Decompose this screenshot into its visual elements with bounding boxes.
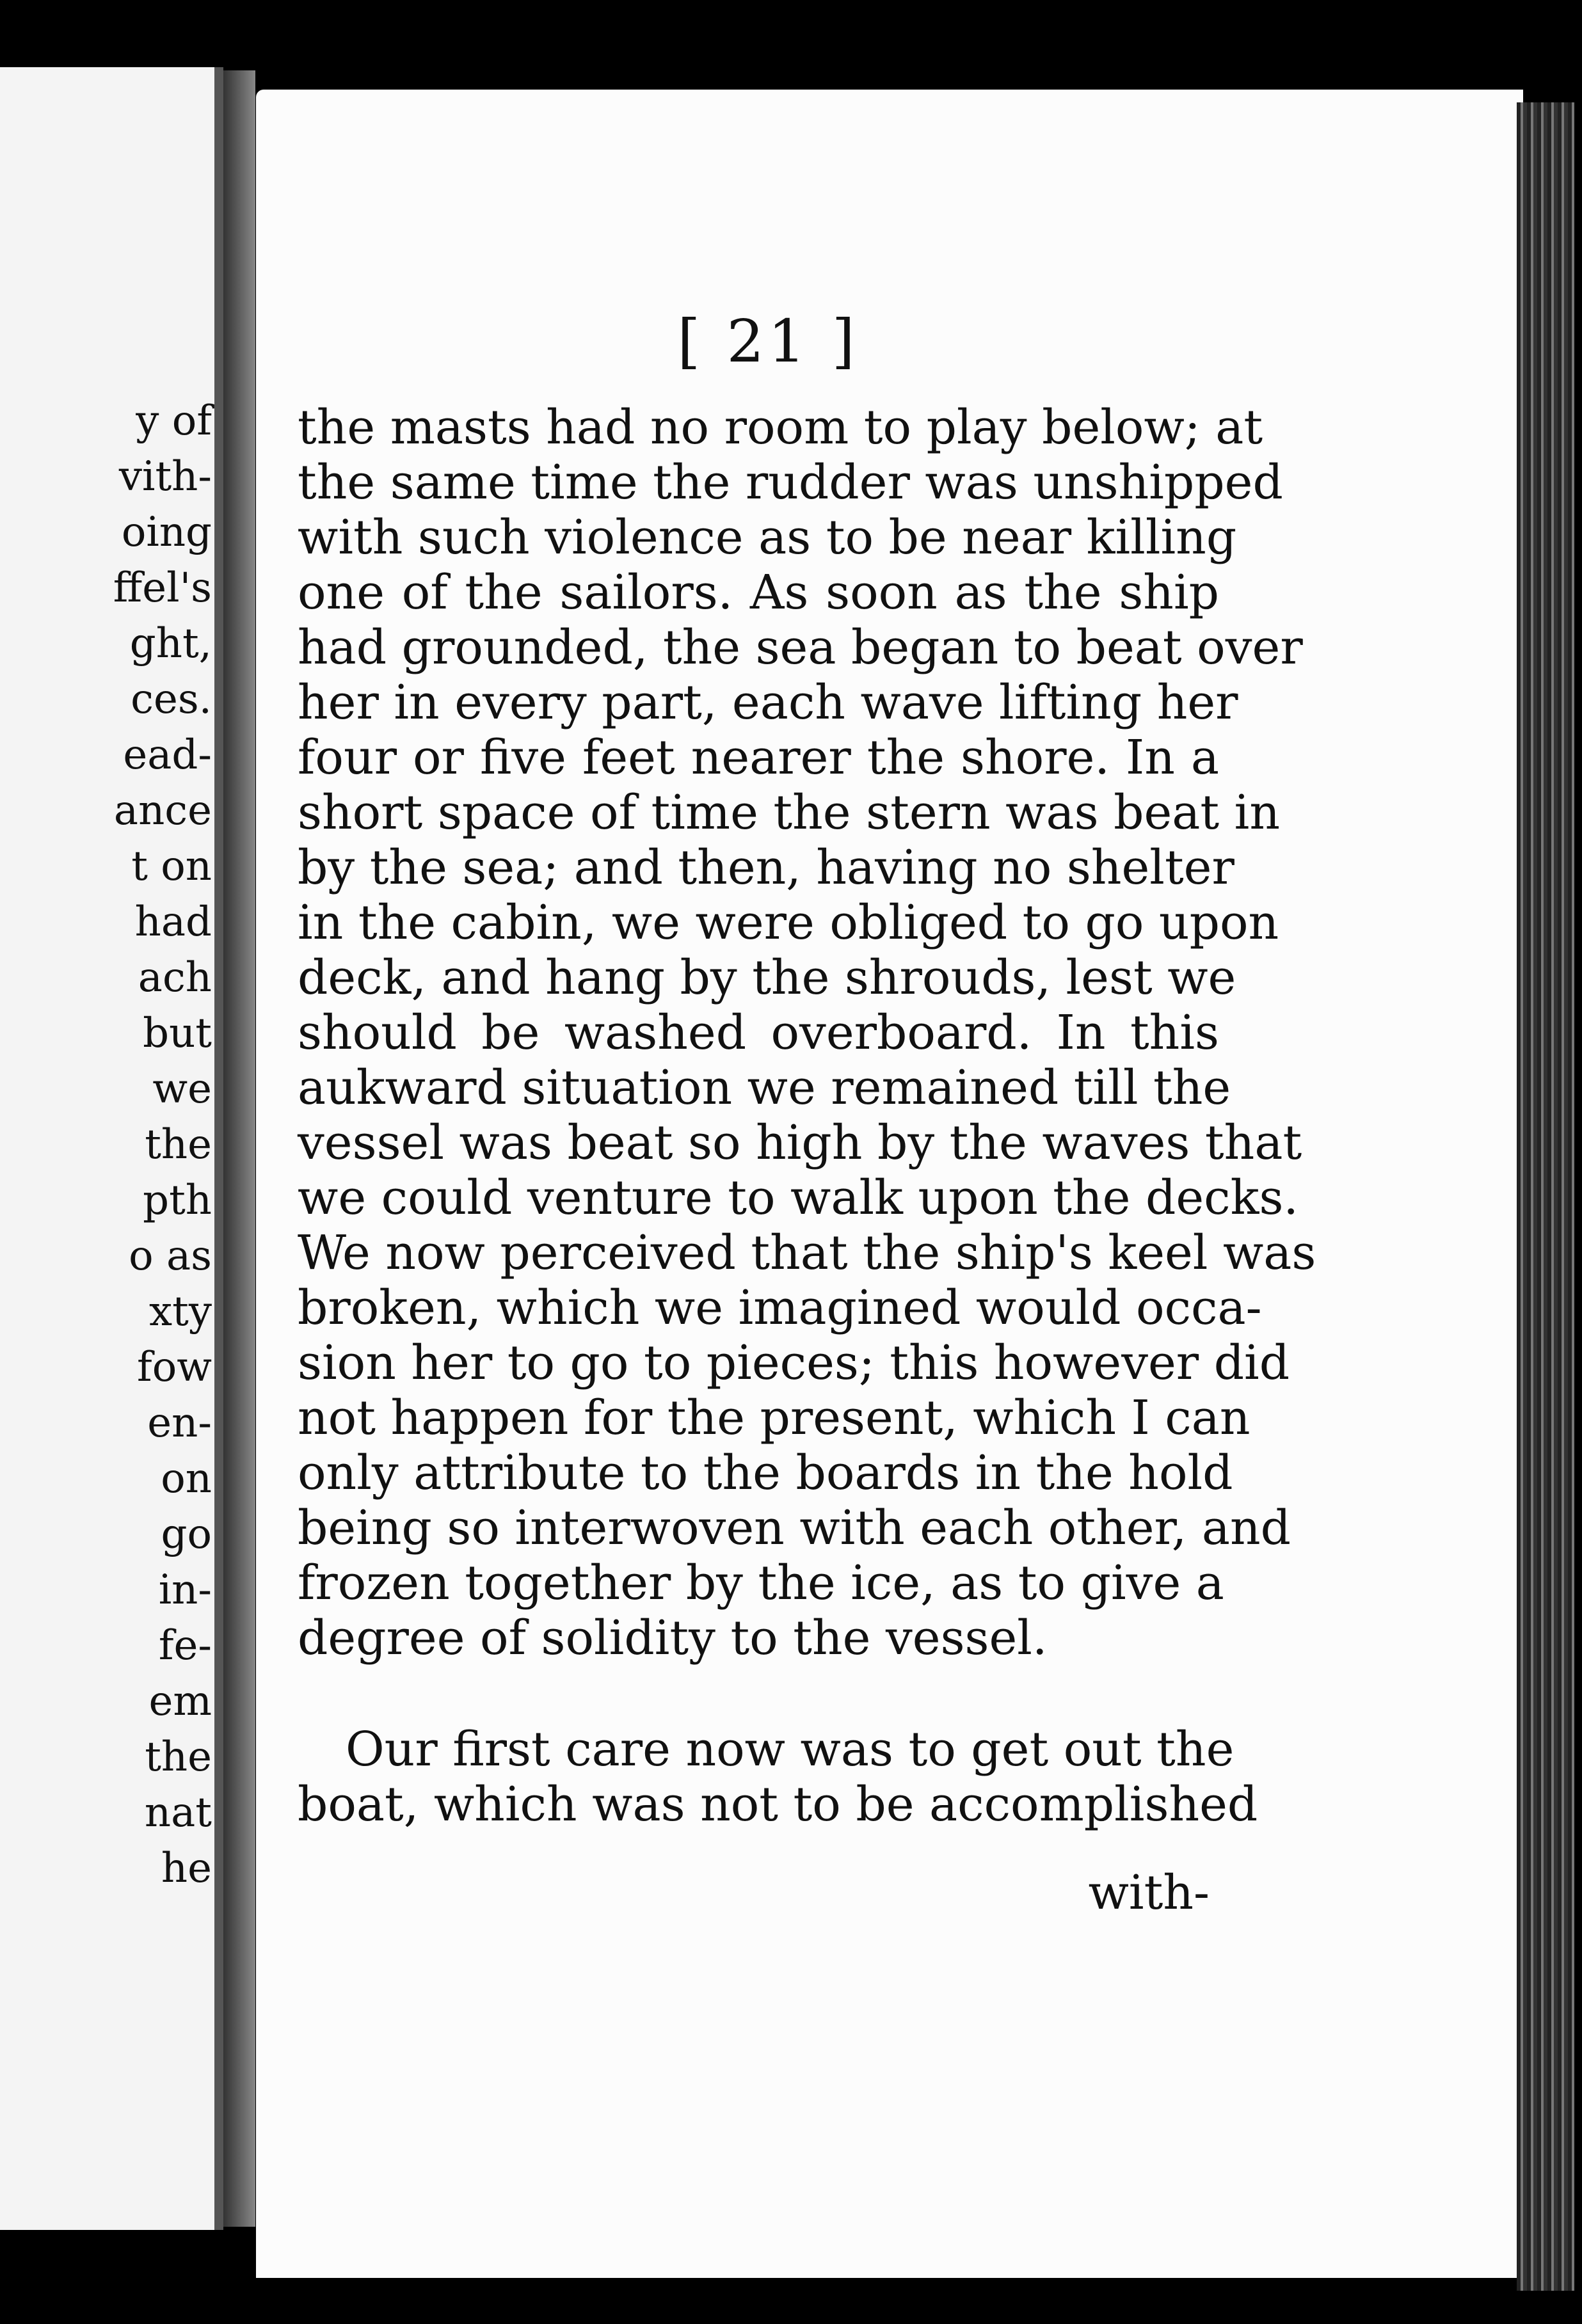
left-fragment: t on <box>131 843 212 890</box>
left-fragment: y of <box>136 397 212 445</box>
text-line: one of the sailors. As soon as the ship <box>298 565 1219 620</box>
paragraph-gap <box>298 1666 1219 1722</box>
left-fragment: fe- <box>158 1622 212 1669</box>
left-fragment: in- <box>158 1566 212 1614</box>
text-line: four or five feet nearer the shore. In a <box>298 730 1219 785</box>
left-fragment: ance <box>113 787 212 834</box>
left-fragment: the <box>145 1733 212 1781</box>
text-line: should be washed overboard. In this <box>298 1005 1219 1060</box>
text-line: frozen together by the ice, as to give a <box>298 1556 1224 1611</box>
left-fragment: vith- <box>118 453 212 500</box>
left-page <box>0 67 223 2230</box>
left-fragment: en- <box>147 1399 212 1447</box>
catchword: with- <box>1088 1865 1210 1920</box>
left-fragment: had <box>134 898 212 946</box>
text-line: the masts had no room to play below; at <box>298 400 1263 455</box>
text-line: the same time the rudder was unshipped <box>298 455 1283 510</box>
paragraph-1 <box>298 400 1316 1666</box>
left-fragment: nat <box>144 1789 212 1836</box>
left-fragment: o as <box>129 1232 212 1280</box>
left-fragment: we <box>152 1065 212 1113</box>
page-number: [ 21 ] <box>677 307 859 376</box>
left-page-text-fragments <box>113 394 212 1897</box>
left-fragment: he <box>161 1845 212 1892</box>
text-line: degree of solidity to the vessel. <box>298 1611 1048 1666</box>
left-fragment: pth <box>143 1177 212 1224</box>
left-fragment: the <box>145 1121 212 1168</box>
text-line: her in every part, each wave lifting her <box>298 675 1238 730</box>
text-line: not happen for the present, which I can <box>298 1390 1250 1445</box>
text-line: vessel was beat so high by the waves that <box>298 1115 1302 1170</box>
left-fragment: ght, <box>129 620 212 667</box>
text-line: by the sea; and then, having no shelter <box>298 840 1234 895</box>
left-fragment: ead- <box>123 731 212 779</box>
text-line: sion her to go to pieces; this however did <box>298 1335 1290 1390</box>
text-line: boat, which was not to be accomplished <box>298 1777 1258 1832</box>
left-fragment: go <box>161 1511 212 1558</box>
book-gutter <box>223 70 255 2227</box>
paragraph-2 <box>298 1722 1258 1832</box>
left-fragment: fow <box>137 1344 212 1391</box>
text-line: with such violence as to be near killing <box>298 510 1237 565</box>
page-edge <box>1517 102 1574 2291</box>
left-fragment: on <box>161 1455 212 1502</box>
text-line: only attribute to the boards in the hold <box>298 1445 1233 1500</box>
left-fragment: xty <box>149 1288 212 1335</box>
text-line: We now perceived that the ship's keel was <box>298 1225 1316 1280</box>
text-line: being so interwoven with each other, and <box>298 1500 1291 1556</box>
text-line: Our first care now was to get out the <box>346 1722 1234 1777</box>
body-text <box>298 400 1316 1832</box>
left-fragment: em <box>148 1678 212 1725</box>
text-line: broken, which we imagined would occa- <box>298 1280 1262 1335</box>
text-line: in the cabin, we were obliged to go upon <box>298 895 1279 950</box>
text-line: short space of time the stern was beat in <box>298 785 1280 840</box>
text-line: we could venture to walk upon the decks. <box>298 1170 1298 1225</box>
left-fragment: oing <box>121 509 212 556</box>
left-fragment: ffel's <box>113 564 212 612</box>
left-fragment: ces. <box>131 676 212 723</box>
text-line: deck, and hang by the shrouds, lest we <box>298 950 1236 1005</box>
left-fragment: but <box>143 1010 212 1057</box>
left-fragment: ach <box>138 954 212 1001</box>
text-line: had grounded, the sea began to beat over <box>298 620 1303 675</box>
text-line: aukward situation we remained till the <box>298 1060 1231 1115</box>
